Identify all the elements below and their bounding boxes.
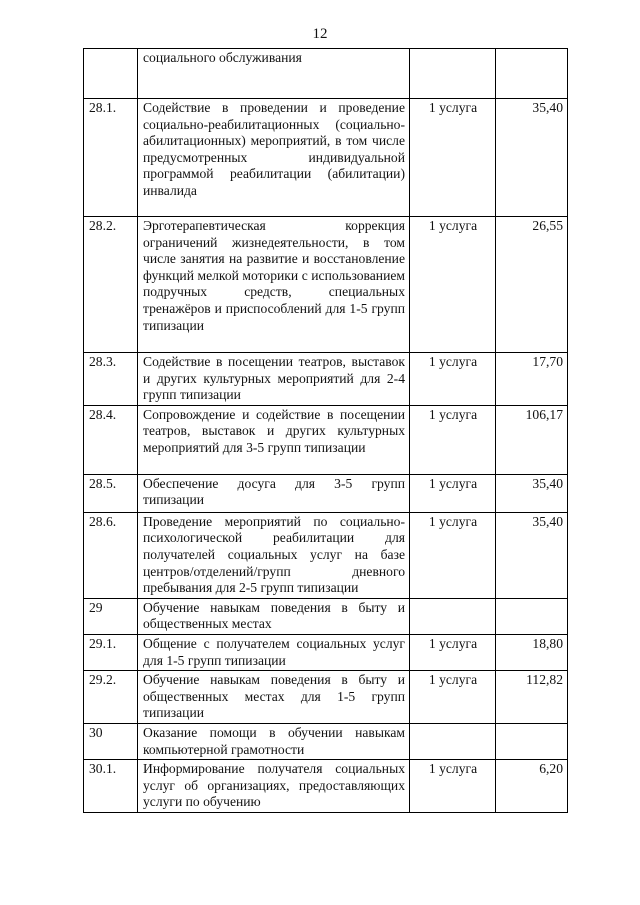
service-name: Информирование получателя социальных услуг об организациях, предоставляющих услуги по обучению (138, 760, 410, 813)
row-number: 29.1. (84, 634, 138, 670)
service-name: Содействие в проведении и проведение социально-реабилитационных (социально-абилитационных) мероприятий, в том числе предусмотренных индивидуальной программой реабилитации (абилитации) инвалида (138, 99, 410, 217)
row-number: 28.5. (84, 474, 138, 512)
row-number: 28.2. (84, 217, 138, 353)
service-name: Содействие в посещении театров, выставок и других культурных мероприятий для 2-4 групп типизации (138, 353, 410, 406)
table-row (84, 634, 568, 670)
row-number: 30 (84, 723, 138, 759)
unit-of-service: 1 услуга (410, 474, 496, 512)
unit-of-service: 1 услуга (410, 217, 496, 353)
row-number: 28.6. (84, 512, 138, 598)
service-price: 35,40 (496, 512, 568, 598)
unit-of-service: 1 услуга (410, 99, 496, 217)
table-row (84, 723, 568, 759)
service-name: Эрготерапевтическая коррекция ограничений жизнедеятельности, в том числе занятия на развитие и восстановление функций мелкой моторики с использованием подручных средств, специальных тренажёров и приспособлений для 1-5 групп типизации (138, 217, 410, 353)
table-row (84, 405, 568, 474)
unit-of-service: 1 услуга (410, 760, 496, 813)
service-price: 35,40 (496, 474, 568, 512)
unit-of-service: 1 услуга (410, 405, 496, 474)
table-row (84, 353, 568, 406)
service-name: Обеспечение досуга для 3-5 групп типизации (138, 474, 410, 512)
row-number: 28.3. (84, 353, 138, 406)
service-price: 106,17 (496, 405, 568, 474)
service-price (496, 49, 568, 99)
row-number: 28.1. (84, 99, 138, 217)
unit-of-service (410, 49, 496, 99)
unit-of-service: 1 услуга (410, 353, 496, 406)
unit-of-service (410, 598, 496, 634)
unit-of-service: 1 услуга (410, 512, 496, 598)
service-price: 35,40 (496, 99, 568, 217)
service-name: Обучение навыкам поведения в быту и общественных местах для 1-5 групп типизации (138, 671, 410, 724)
service-price: 26,55 (496, 217, 568, 353)
table-row (84, 598, 568, 634)
service-price (496, 723, 568, 759)
service-price (496, 598, 568, 634)
table-row (84, 49, 568, 99)
service-name: Оказание помощи в обучении навыкам компьютерной грамотности (138, 723, 410, 759)
unit-of-service: 1 услуга (410, 671, 496, 724)
services-table (83, 48, 568, 813)
service-price: 6,20 (496, 760, 568, 813)
service-name: Общение с получателем социальных услуг для 1-5 групп типизации (138, 634, 410, 670)
service-name: Обучение навыкам поведения в быту и общественных местах (138, 598, 410, 634)
service-price: 112,82 (496, 671, 568, 724)
unit-of-service: 1 услуга (410, 634, 496, 670)
row-number: 30.1. (84, 760, 138, 813)
table-row (84, 671, 568, 724)
table-row (84, 512, 568, 598)
page-number: 12 (312, 26, 328, 42)
table-row (84, 760, 568, 813)
service-name: Сопровождение и содействие в посещении театров, выставок и других культурных мероприятий для 3-5 групп типизации (138, 405, 410, 474)
row-number (84, 49, 138, 99)
row-number: 28.4. (84, 405, 138, 474)
service-price: 18,80 (496, 634, 568, 670)
service-name: Проведение мероприятий по социально-психологической реабилитации для получателей социальных услуг на базе центров/отделений/групп дневного пребывания для 2-5 групп типизации (138, 512, 410, 598)
row-number: 29 (84, 598, 138, 634)
service-name: социального обслуживания (138, 49, 410, 99)
table-row (84, 474, 568, 512)
service-price: 17,70 (496, 353, 568, 406)
unit-of-service (410, 723, 496, 759)
table-row (84, 99, 568, 217)
row-number: 29.2. (84, 671, 138, 724)
table-row (84, 217, 568, 353)
